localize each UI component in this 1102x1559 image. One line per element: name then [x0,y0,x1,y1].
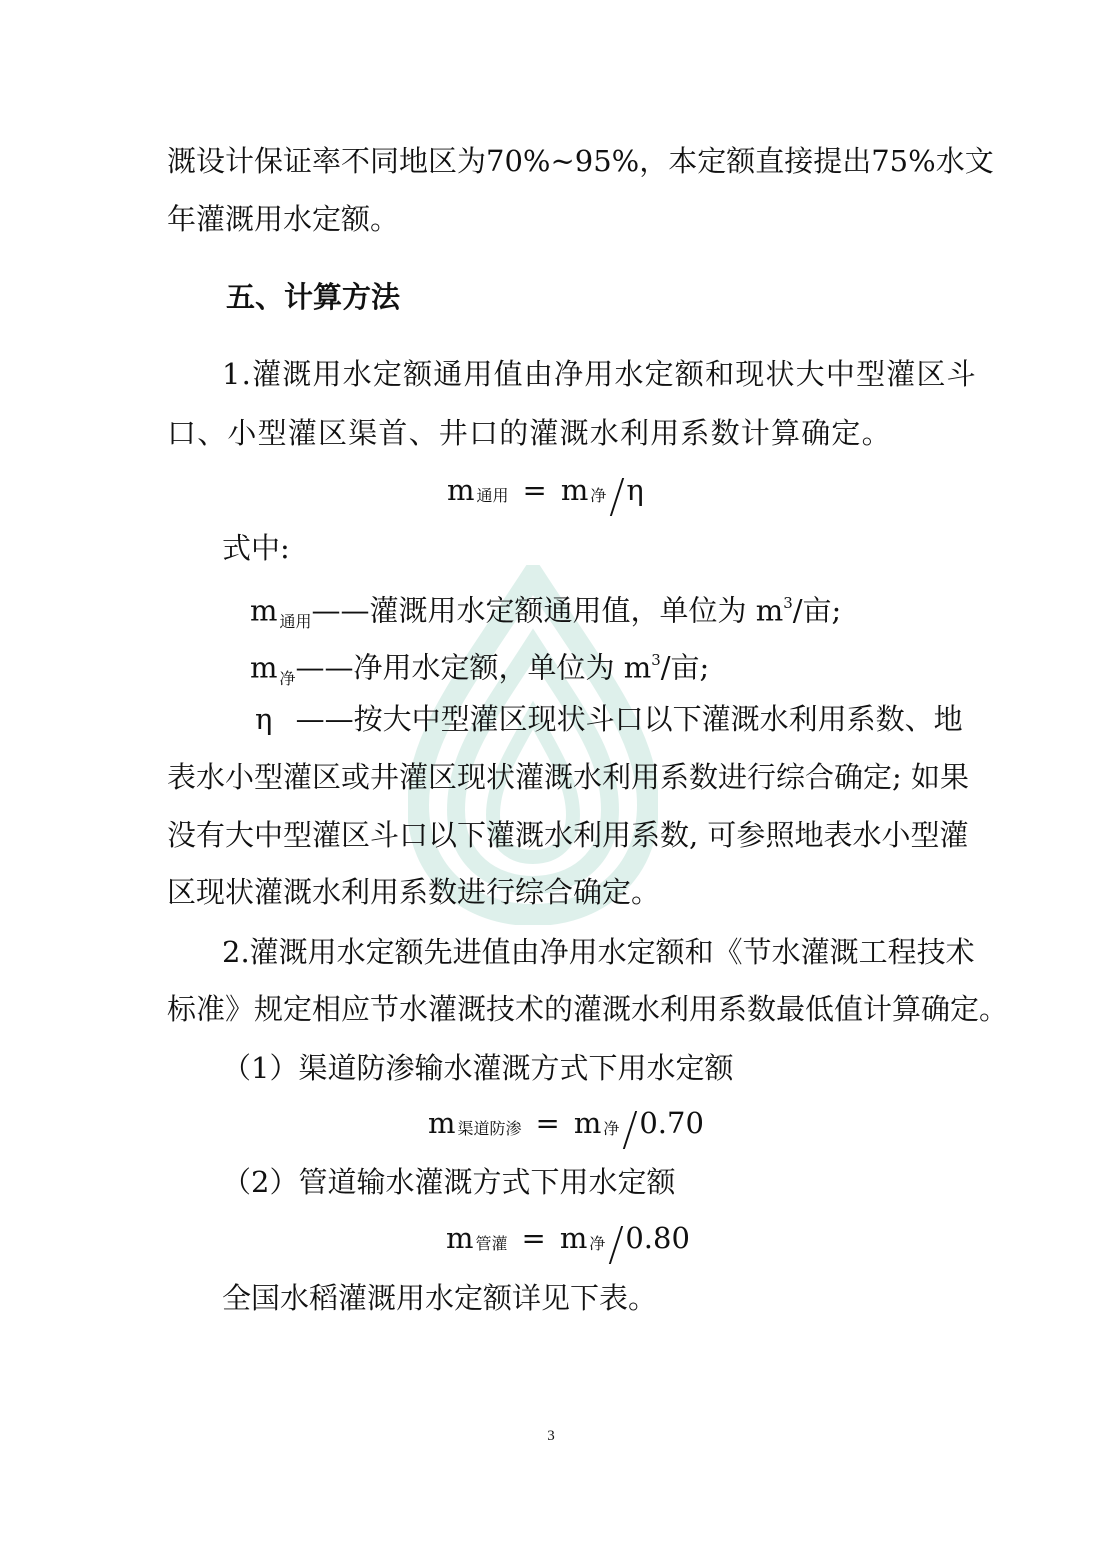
def3-symbol: η [255,702,273,736]
def2-unit: /亩; [660,650,710,685]
intro-line-2: 年灌溉用水定额。 [167,202,400,236]
formula2-rhs: m [573,1106,602,1140]
item1-line-2: 口、小型灌区渠首、井口的灌溉水利用系数计算确定。 [167,416,892,450]
section-heading: 五、计算方法 [226,280,401,314]
sub-item-1-label: （1）渠道防渗输水灌溉方式下用水定额 [222,1051,734,1085]
formula2-lhs: m [428,1106,456,1140]
formula3-rhs: m [559,1221,588,1255]
formula3-fraction-slash [609,1226,623,1264]
formula1-rhs: m [560,473,589,507]
page-number: 3 [547,1428,555,1444]
def1-unit: /亩; [792,593,842,628]
formula1-lhs-sub: 通用 [476,486,509,505]
where-label: 式中: [222,531,290,565]
item2-line-2: 标准》规定相应节水灌溉技术的灌溉水利用系数最低值计算确定。 [167,992,1009,1026]
formula2-equals: = [535,1106,560,1140]
sub-item-2-label: （2）管道输水灌溉方式下用水定额 [222,1165,676,1199]
formula2-lhs-sub: 渠道防渗 [457,1119,522,1138]
definition-general [250,585,841,636]
formula1-lhs: m [447,473,475,507]
def1-sup: 3 [783,594,793,612]
formula1-equals: = [522,473,547,507]
closing-sentence: 全国水稻灌溉用水定额详见下表。 [222,1281,658,1315]
formula3-denominator: 0.80 [625,1221,690,1255]
definition-eta-line-4: 区现状灌溉水利用系数进行综合确定。 [167,875,661,909]
intro-text-1: 溉设计保证率不同地区为 [167,144,487,178]
def2-sup: 3 [651,651,661,669]
intro-line-1 [167,141,994,181]
intro-text-2: 70%~95%，本定额直接提出 [486,144,872,178]
formula-pipe-irrigation [446,1218,690,1258]
formula1-denominator: η [626,473,644,507]
def2-symbol: m [250,650,278,685]
item2-line-1: 2.灌溉用水定额先进值由净用水定额和《节水灌溉工程技术 [222,935,975,969]
def1-symbol: m [250,593,278,628]
definition-net [250,642,709,693]
formula3-equals: = [521,1221,546,1255]
formula1-rhs-sub: 净 [590,486,607,505]
formula3-lhs: m [446,1221,474,1255]
formula2-denominator: 0.70 [639,1106,704,1140]
formula3-lhs-sub: 管灌 [475,1234,508,1253]
formula1-fraction-slash [610,478,624,516]
def2-symbol-sub: 净 [279,668,296,688]
definition-eta-line-1 [255,699,963,739]
def3-text-1: ——按大中型灌区现状斗口以下灌溉水利用系数、地 [295,702,963,736]
formula2-fraction-slash [623,1111,637,1149]
formula-canal-seepage [428,1103,704,1143]
formula2-rhs-sub: 净 [603,1119,620,1138]
definition-eta-line-3: 没有大中型灌区斗口以下灌溉水利用系数, 可参照地表水小型灌 [167,818,969,852]
intro-text-3: 75%水文 [871,144,994,178]
def2-text: ——净用水定额，单位为 m [295,650,652,685]
formula3-rhs-sub: 净 [589,1234,606,1253]
formula-general [447,470,644,510]
def1-text: ——灌溉用水定额通用值，单位为 m [311,593,784,628]
item1-line-1: 1.灌溉用水定额通用值由净用水定额和现状大中型灌区斗 [222,357,977,391]
def1-symbol-sub: 通用 [279,611,312,631]
definition-eta-line-2: 表水小型灌区或井灌区现状灌溉水利用系数进行综合确定; 如果 [167,760,969,794]
